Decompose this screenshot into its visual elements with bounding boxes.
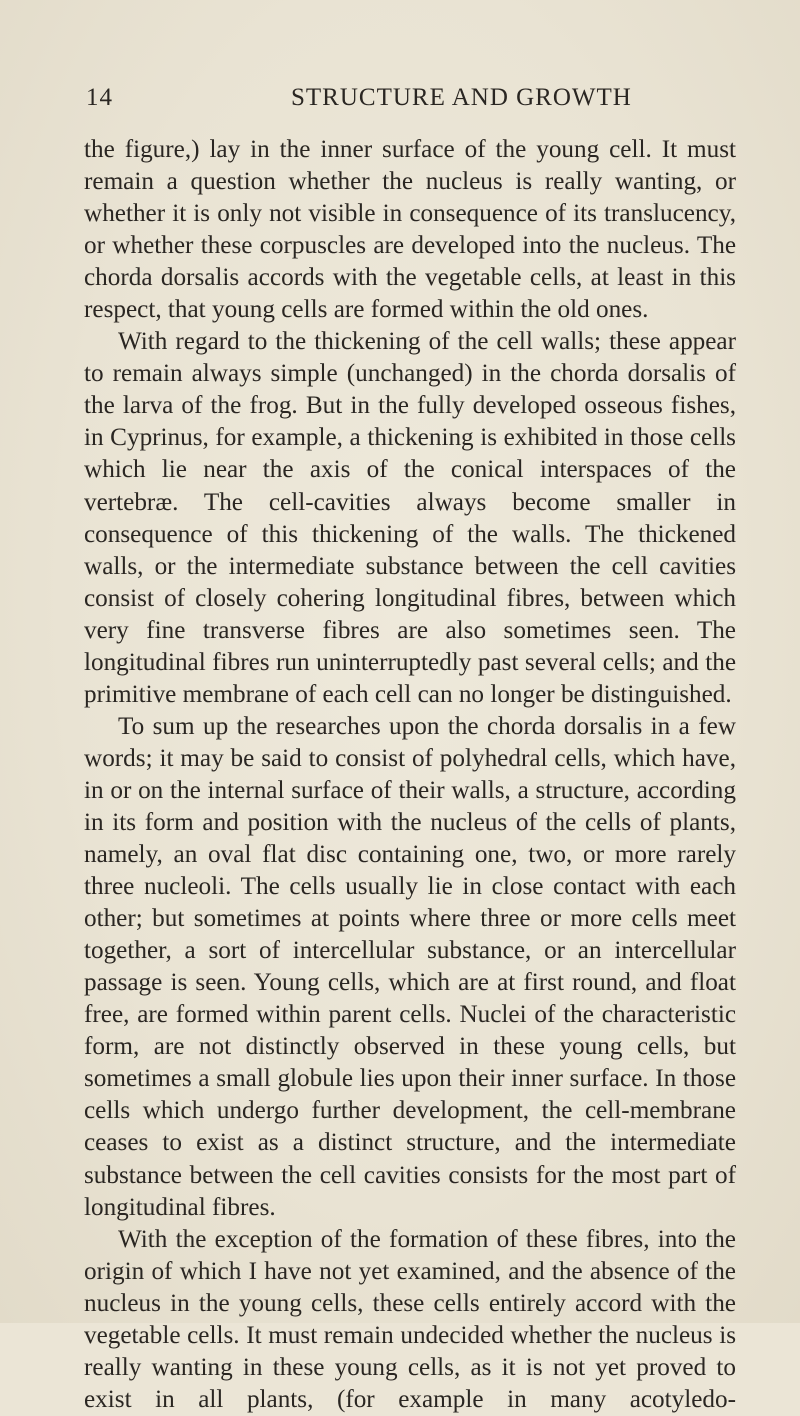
- body-text: [84, 134, 736, 1416]
- page-header: [86, 84, 734, 114]
- paragraph-2: With regard to the thickening of the cell walls; these appear to remain always simple (unchanged) in the chorda dorsalis of the larva of the frog. But in the fully developed osseous fishes, in Cyprinus, for example, a thickening is exhibited in those cells which lie near the axis of the conical interspaces of the vertebræ. The cell-cavities always become smaller in consequence of this thickening of the walls. The thickened walls, or the intermediate substance between the cell cavities consist of closely cohering longitudinal fibres, between which very fine transverse fibres are also sometimes seen. The longitudinal fibres run uninterruptedly past several cells; and the primitive membrane of each cell can no longer be distinguished.: [84, 328, 736, 708]
- running-head: STRUCTURE AND GROWTH: [291, 84, 632, 111]
- paragraph-4: With the exception of the formation of these fibres, into the origin of which I have not yet examined, and the absence of the nucleus in the young cells, these cells entirely accord with the vegetable cells. It must remain undecided whether the nucleus is really wanting in these young cells, as it is not yet proved to exist in all plants, (for example in many acotyledo-: [84, 1225, 736, 1413]
- paragraph-1: the figure,) lay in the inner surface of the young cell. It must remain a question whether the nucleus is really wanting, or whether it is only not visible in consequence of its translucency, or whether these corpuscles are developed into the nucleus. The chorda dorsalis accords with the vegetable cells, at least in this respect, that young cells are formed within the old ones.: [84, 136, 736, 324]
- page-number: 14: [86, 84, 113, 111]
- paragraph-3: To sum up the researches upon the chorda dorsalis in a few words; it may be said to consist of polyhedral cells, which have, in or on the internal surface of their walls, a structure, according in its form and position with the nucleus of the cells of plants, namely, an oval flat disc containing one, two, or more rarely three nucleoli. The cells usually lie in close contact with each other; but sometimes at points where three or more cells meet together, a sort of intercellular substance, or an intercellular passage is seen. Young cells, which are at first round, and float free, are formed within parent cells. Nuclei of the characteristic form, are not distinctly observed in these young cells, but sometimes a small globule lies upon their inner surface. In those cells which undergo further development, the cell-membrane ceases to exist as a distinct structure, and the intermediate substance between the cell cavities consists for the most part of longitudinal fibres.: [84, 712, 736, 1221]
